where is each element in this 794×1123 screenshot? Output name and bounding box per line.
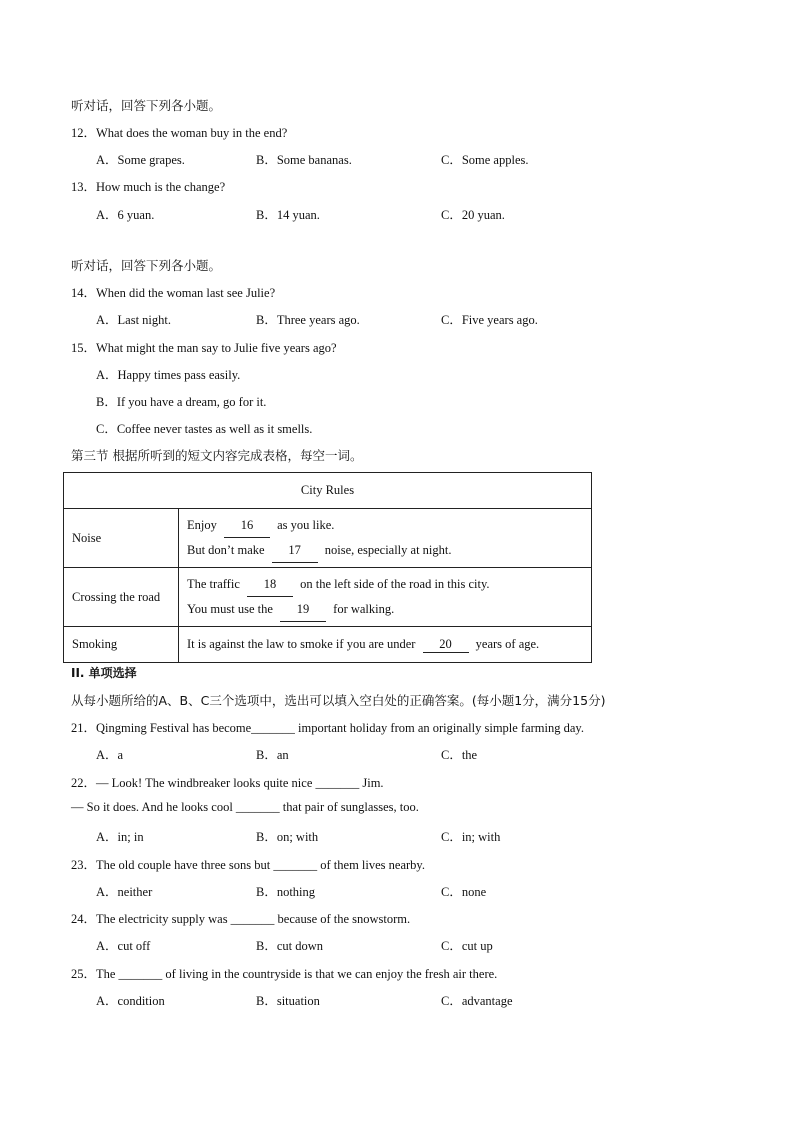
question-25-stem: 25．The _______ of living in the countryside is that we can enjoy the fresh air there. [71,967,498,981]
row-label-smoking: Smoking [64,627,179,663]
question-12-stem: 12．What does the woman buy in the end? [71,126,288,140]
q23-option-a: A．neither [96,885,153,899]
q21-option-b: B．an [256,748,289,762]
q25-option-a: A．condition [96,994,165,1008]
q14-option-b: B．Three years ago. [256,313,360,327]
q15-option-b: B．If you have a dream, go for it. [96,395,267,409]
cell-text: for walking. [333,602,395,616]
blank-18[interactable]: 18 [247,572,293,597]
question-21-stem: 21．Qingming Festival has become_______ important holiday from an originally simple farming day. [71,721,584,735]
cell-text: But don’t make [187,543,265,557]
cell-text: The traffic [187,577,240,591]
blank-19[interactable]: 19 [280,597,326,622]
question-24-stem: 24．The electricity supply was _______ because of the snowstorm. [71,912,411,926]
question-22-line2: — So it does. And he looks cool _______ that pair of sunglasses, too. [71,800,419,814]
question-23-stem: 23．The old couple have three sons but _______ of them lives nearby. [71,858,425,872]
section3-heading: 第三节 根据所听到的短文内容完成表格，每空一词。 [71,448,363,463]
cell-text: years of age. [475,636,540,651]
q14-option-c: C．Five years ago. [441,313,538,327]
q13-option-c: C．20 yuan. [441,208,505,222]
q15-option-c: C．Coffee never tastes as well as it smells. [96,422,313,436]
q24-option-b: B．cut down [256,939,324,953]
q25-option-c: C．advantage [441,994,513,1008]
q22-option-c: C．in; with [441,830,501,844]
row-label-noise: Noise [64,509,179,568]
table-row [64,509,592,568]
q22-option-b: B．on; with [256,830,319,844]
q14-option-a: A．Last night. [96,313,171,327]
blank-17[interactable]: 17 [272,538,318,563]
row-label-crossing-road: Crossing the road [64,568,179,627]
question-14-stem: 14．When did the woman last see Julie? [71,286,276,300]
part2-heading: II. 单项选择 [71,666,137,680]
cell-text: on the left side of the road in this city. [300,577,490,591]
q21-option-a: A．a [96,748,124,762]
table-row [64,627,592,663]
city-rules-table [63,472,592,663]
section-intro: 听对话，回答下列各小题。 [71,258,222,273]
blank-16[interactable]: 16 [224,513,270,538]
q13-option-a: A．6 yuan. [96,208,155,222]
part2-instructions: 从每小题所给的A、B、C三个选项中，选出可以填入空白处的正确答案。(每小题1分，满分15分) [71,693,606,708]
q22-option-a: A．in; in [96,830,144,844]
table-title: City Rules [64,473,592,509]
q12-option-b: B．Some bananas. [256,153,352,167]
q21-option-c: C．the [441,748,478,762]
cell-text: Enjoy [187,518,217,532]
cell-text: noise, especially at night. [324,543,452,557]
question-22-line1: 22．— Look! The windbreaker looks quite nice _______ Jim. [71,776,384,790]
section-intro: 听对话，回答下列各小题。 [71,98,222,113]
q12-option-c: C．Some apples. [441,153,529,167]
q25-option-b: B．situation [256,994,320,1008]
q12-option-a: A．Some grapes. [96,153,185,167]
blank-20[interactable]: 20 [423,637,469,653]
cell-text: It is against the law to smoke if you are under [187,636,416,651]
q15-option-a: A．Happy times pass easily. [96,368,241,382]
q23-option-c: C．none [441,885,487,899]
table-row [64,568,592,627]
q24-option-c: C．cut up [441,939,493,953]
cell-text: You must use the [187,602,273,616]
question-13-stem: 13．How much is the change? [71,180,226,194]
cell-text: as you like. [277,518,335,532]
q23-option-b: B．nothing [256,885,316,899]
q24-option-a: A．cut off [96,939,151,953]
q13-option-b: B．14 yuan. [256,208,320,222]
question-15-stem: 15．What might the man say to Julie five years ago? [71,341,337,355]
